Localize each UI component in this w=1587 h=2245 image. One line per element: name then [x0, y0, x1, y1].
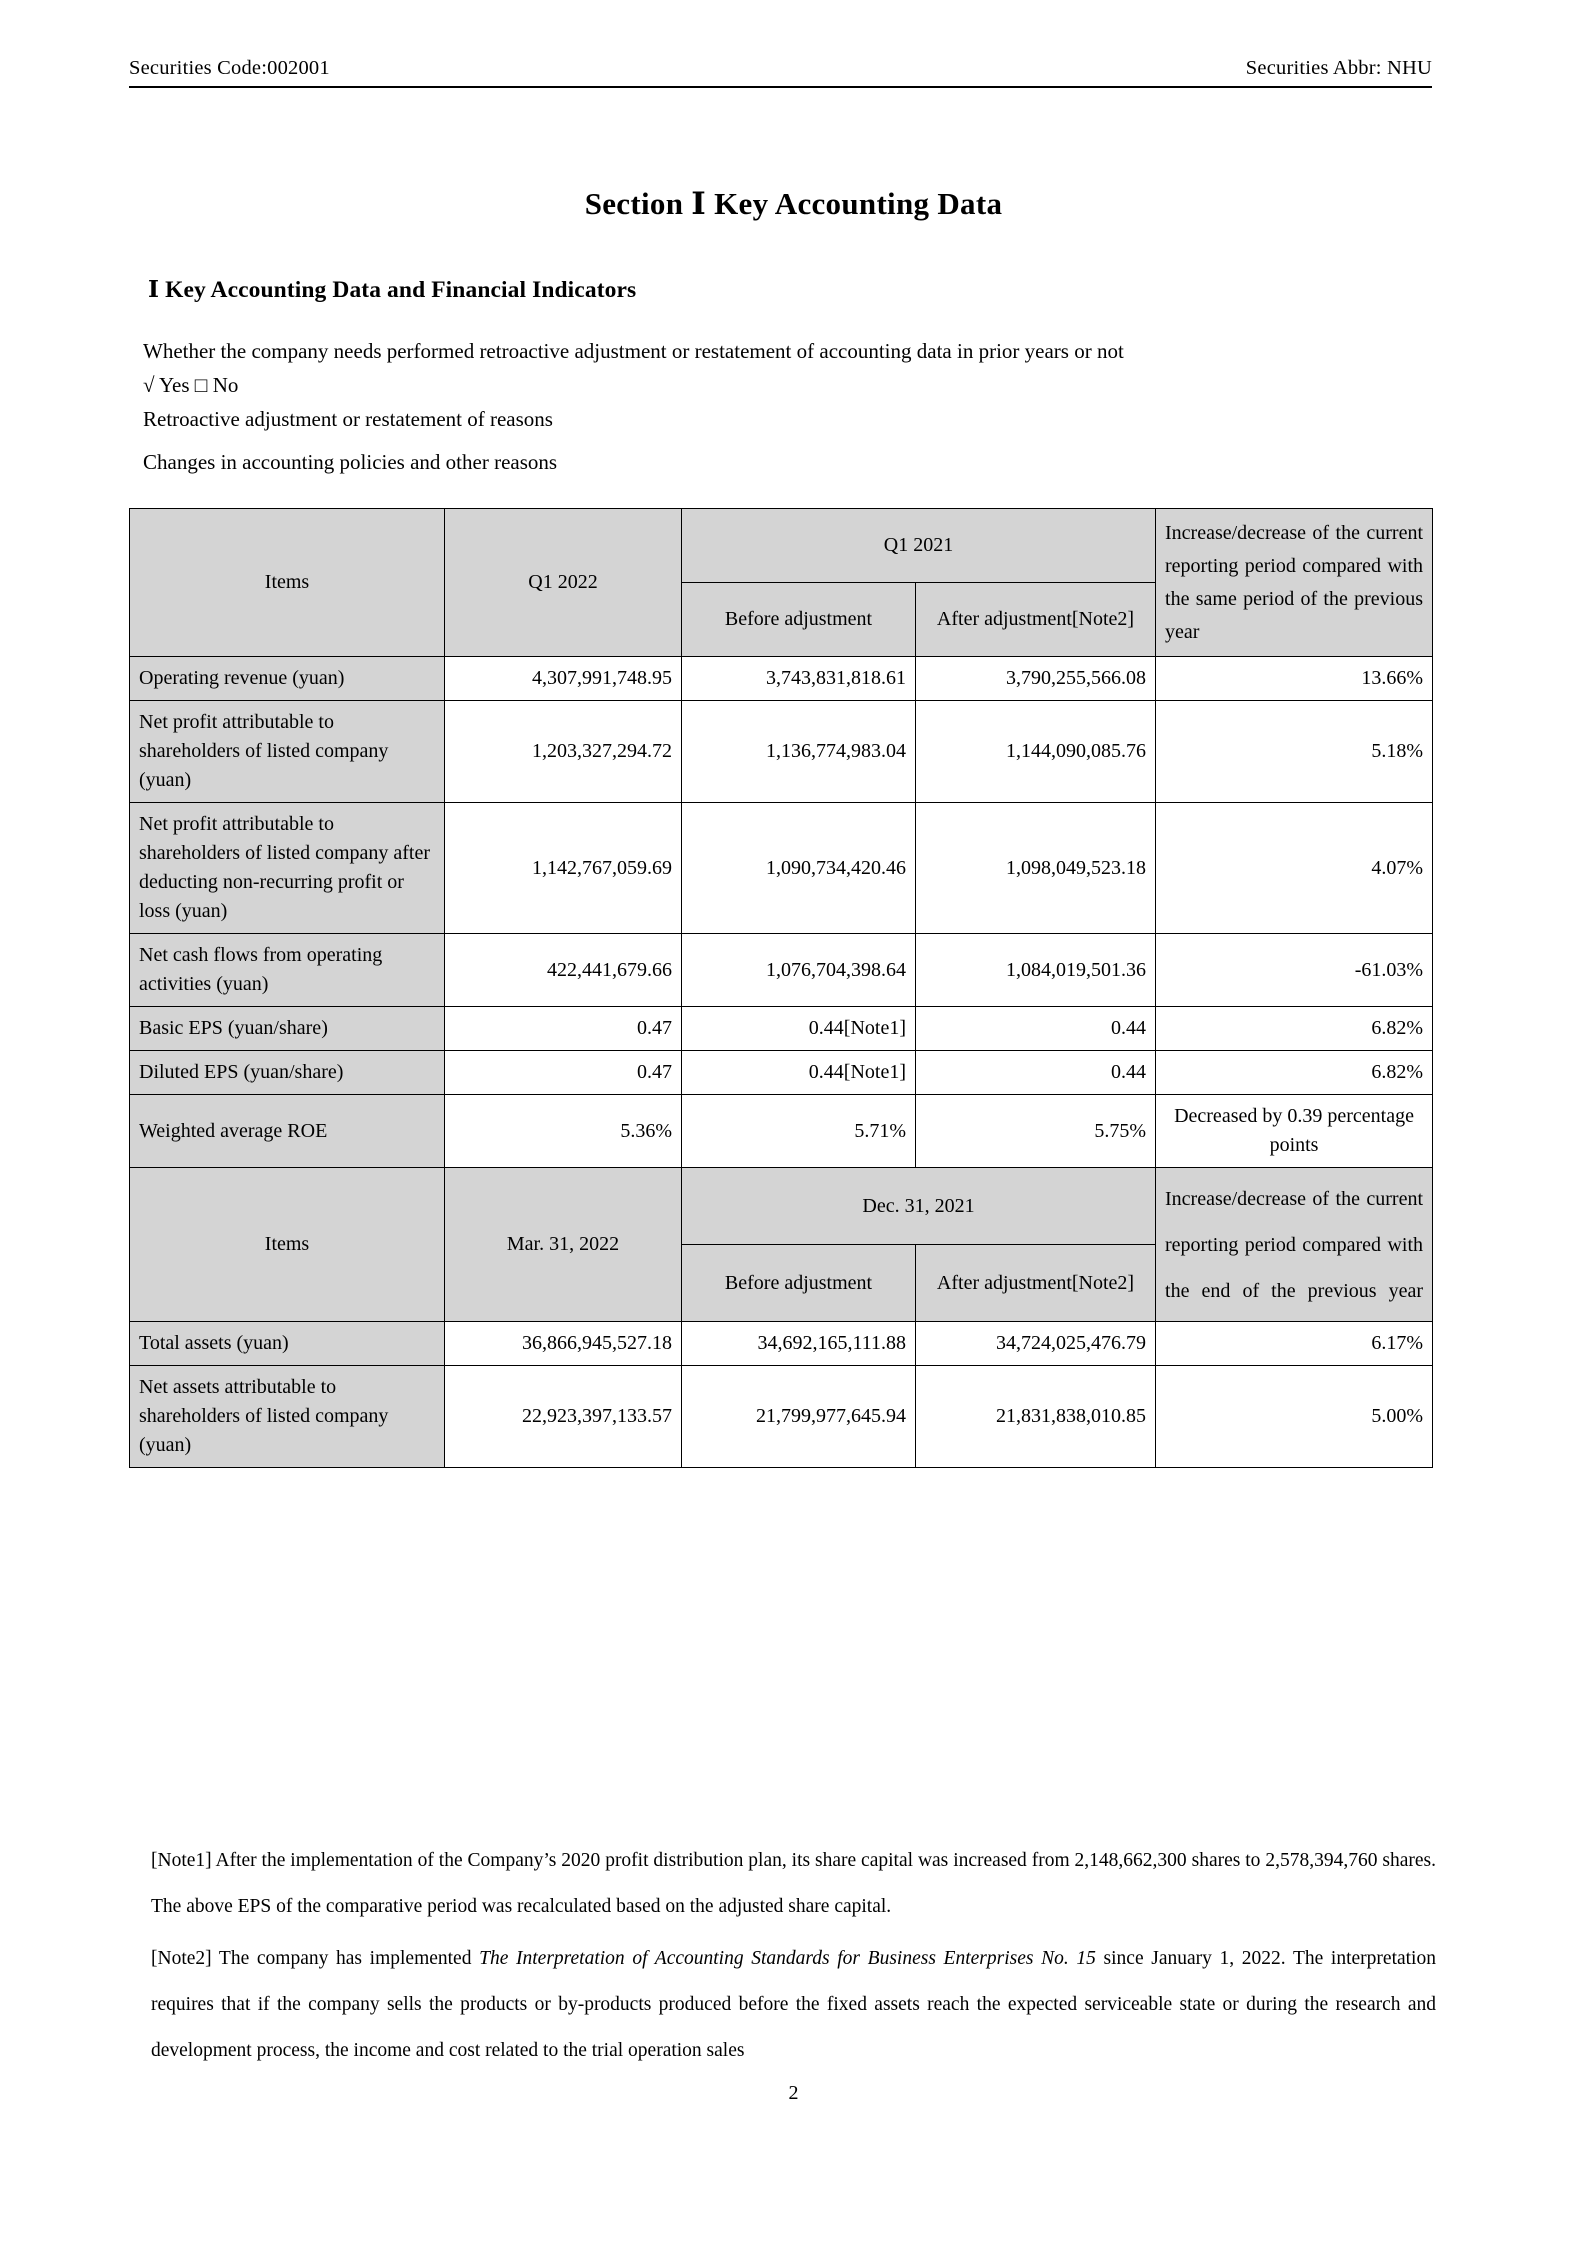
securities-abbr: Securities Abbr: NHU [1245, 57, 1432, 79]
table1-header-row-top [130, 509, 1433, 583]
cell-current: 422,441,679.66 [445, 934, 682, 1007]
cell-after: 3,790,255,566.08 [916, 657, 1156, 701]
cell-change: 6.82% [1156, 1051, 1433, 1095]
cell-change: 6.17% [1156, 1322, 1433, 1366]
cell-change: 6.82% [1156, 1007, 1433, 1051]
footnote-note2-part1: [Note2] The company has implemented [151, 1948, 480, 1969]
table-row [130, 934, 1433, 1007]
table2-current-period-header: Mar. 31, 2022 [445, 1168, 682, 1322]
footnote-note2-standard-title: The Interpretation of Accounting Standards for Business Enterprises No. 15 [479, 1948, 1096, 1969]
intro-line-reasons-value: Changes in accounting policies and other reasons [143, 450, 558, 474]
cell-current: 0.47 [445, 1051, 682, 1095]
cell-before: 34,692,165,111.88 [682, 1322, 916, 1366]
cell-before: 1,076,704,398.64 [682, 934, 916, 1007]
cell-change: Decreased by 0.39 percentage points [1156, 1095, 1433, 1168]
cell-after: 0.44 [916, 1007, 1156, 1051]
row-label: Basic EPS (yuan/share) [130, 1007, 445, 1051]
row-label: Net profit attributable to shareholders of listed company after deducting non-recurring profit or loss (yuan) [130, 803, 445, 934]
cell-before: 3,743,831,818.61 [682, 657, 916, 701]
cell-change: 13.66% [1156, 657, 1433, 701]
section-heading: Ⅰ Key Accounting Data and Financial Indicators [148, 277, 637, 303]
cell-current: 1,142,767,059.69 [445, 803, 682, 934]
table-row [130, 1366, 1433, 1468]
table1-items-header: Items [130, 509, 445, 657]
table2-before-adjustment-header: Before adjustment [682, 1245, 916, 1322]
cell-before: 0.44[Note1] [682, 1051, 916, 1095]
cell-current: 22,923,397,133.57 [445, 1366, 682, 1468]
table2-header-row-top [130, 1168, 1433, 1245]
cell-after: 21,831,838,010.85 [916, 1366, 1156, 1468]
table1-change-header: Increase/decrease of the current reporting period compared with the same period of the previous year [1156, 509, 1433, 657]
intro-line-reasons-label: Retroactive adjustment or restatement of reasons [143, 407, 553, 431]
cell-after: 5.75% [916, 1095, 1156, 1168]
table-row [130, 701, 1433, 803]
running-header [129, 57, 1432, 88]
page-title: Section Ⅰ Key Accounting Data [584, 186, 1003, 221]
cell-after: 1,084,019,501.36 [916, 934, 1156, 1007]
cell-before: 0.44[Note1] [682, 1007, 916, 1051]
table2-items-header: Items [130, 1168, 445, 1322]
table2-change-header: Increase/decrease of the current reporting period compared with the end of the previous year [1156, 1168, 1433, 1322]
row-label: Total assets (yuan) [130, 1322, 445, 1366]
cell-after: 1,144,090,085.76 [916, 701, 1156, 803]
table1-before-adjustment-header: Before adjustment [682, 583, 916, 657]
row-label: Diluted EPS (yuan/share) [130, 1051, 445, 1095]
table1-current-period-header: Q1 2022 [445, 509, 682, 657]
cell-before: 1,136,774,983.04 [682, 701, 916, 803]
table-row [130, 803, 1433, 934]
cell-after: 34,724,025,476.79 [916, 1322, 1156, 1366]
key-accounting-data-table [129, 508, 1433, 1468]
cell-change: -61.03% [1156, 934, 1433, 1007]
cell-current: 5.36% [445, 1095, 682, 1168]
table1-prior-period-group-header: Q1 2021 [682, 509, 1156, 583]
row-label: Operating revenue (yuan) [130, 657, 445, 701]
table2-prior-period-group-header: Dec. 31, 2021 [682, 1168, 1156, 1245]
table2-after-adjustment-note-header: After adjustment[Note2] [916, 1245, 1156, 1322]
table1-after-adjustment-note-header: After adjustment[Note2] [916, 583, 1156, 657]
table-row [130, 1322, 1433, 1366]
cell-change: 4.07% [1156, 803, 1433, 934]
page-number: 2 [788, 2082, 799, 2104]
row-label: Net cash flows from operating activities (yuan) [130, 934, 445, 1007]
table-row [130, 1007, 1433, 1051]
cell-after: 0.44 [916, 1051, 1156, 1095]
securities-code: Securities Code:002001 [129, 57, 330, 79]
cell-current: 0.47 [445, 1007, 682, 1051]
footnote-note2 [151, 1936, 1436, 2074]
table-row [130, 657, 1433, 701]
cell-change: 5.18% [1156, 701, 1433, 803]
cell-after: 1,098,049,523.18 [916, 803, 1156, 934]
cell-before: 5.71% [682, 1095, 916, 1168]
cell-change: 5.00% [1156, 1366, 1433, 1468]
table-row [130, 1095, 1433, 1168]
cell-current: 1,203,327,294.72 [445, 701, 682, 803]
intro-text [143, 334, 1443, 479]
row-label: Weighted average ROE [130, 1095, 445, 1168]
cell-before: 1,090,734,420.46 [682, 803, 916, 934]
cell-current: 36,866,945,527.18 [445, 1322, 682, 1366]
intro-line-yes-no-checkboxes: √ Yes □ No [143, 373, 239, 397]
table-row [130, 1051, 1433, 1095]
footnote-note1: [Note1] After the implementation of the Company’s 2020 profit distribution plan, its share capital was increased from 2,148,662,300 shares to 2,578,394,760 shares. The above EPS of the comparative period was recalculated based on the adjusted share capital. [151, 1850, 1436, 1917]
footnotes [151, 1838, 1436, 2080]
footnote-note2-part2: since January 1, 2022. The interpretation requires that if the company sells the products or by-products produced before the fixed assets reach the expected serviceable state or during the research and development process, the income and cost related to the trial operation sales [151, 1948, 1436, 2061]
row-label: Net profit attributable to shareholders of listed company (yuan) [130, 701, 445, 803]
row-label: Net assets attributable to shareholders of listed company (yuan) [130, 1366, 445, 1468]
cell-current: 4,307,991,748.95 [445, 657, 682, 701]
intro-line-retroactive-question: Whether the company needs performed retroactive adjustment or restatement of accounting data in prior years or not [143, 339, 1124, 363]
cell-before: 21,799,977,645.94 [682, 1366, 916, 1468]
